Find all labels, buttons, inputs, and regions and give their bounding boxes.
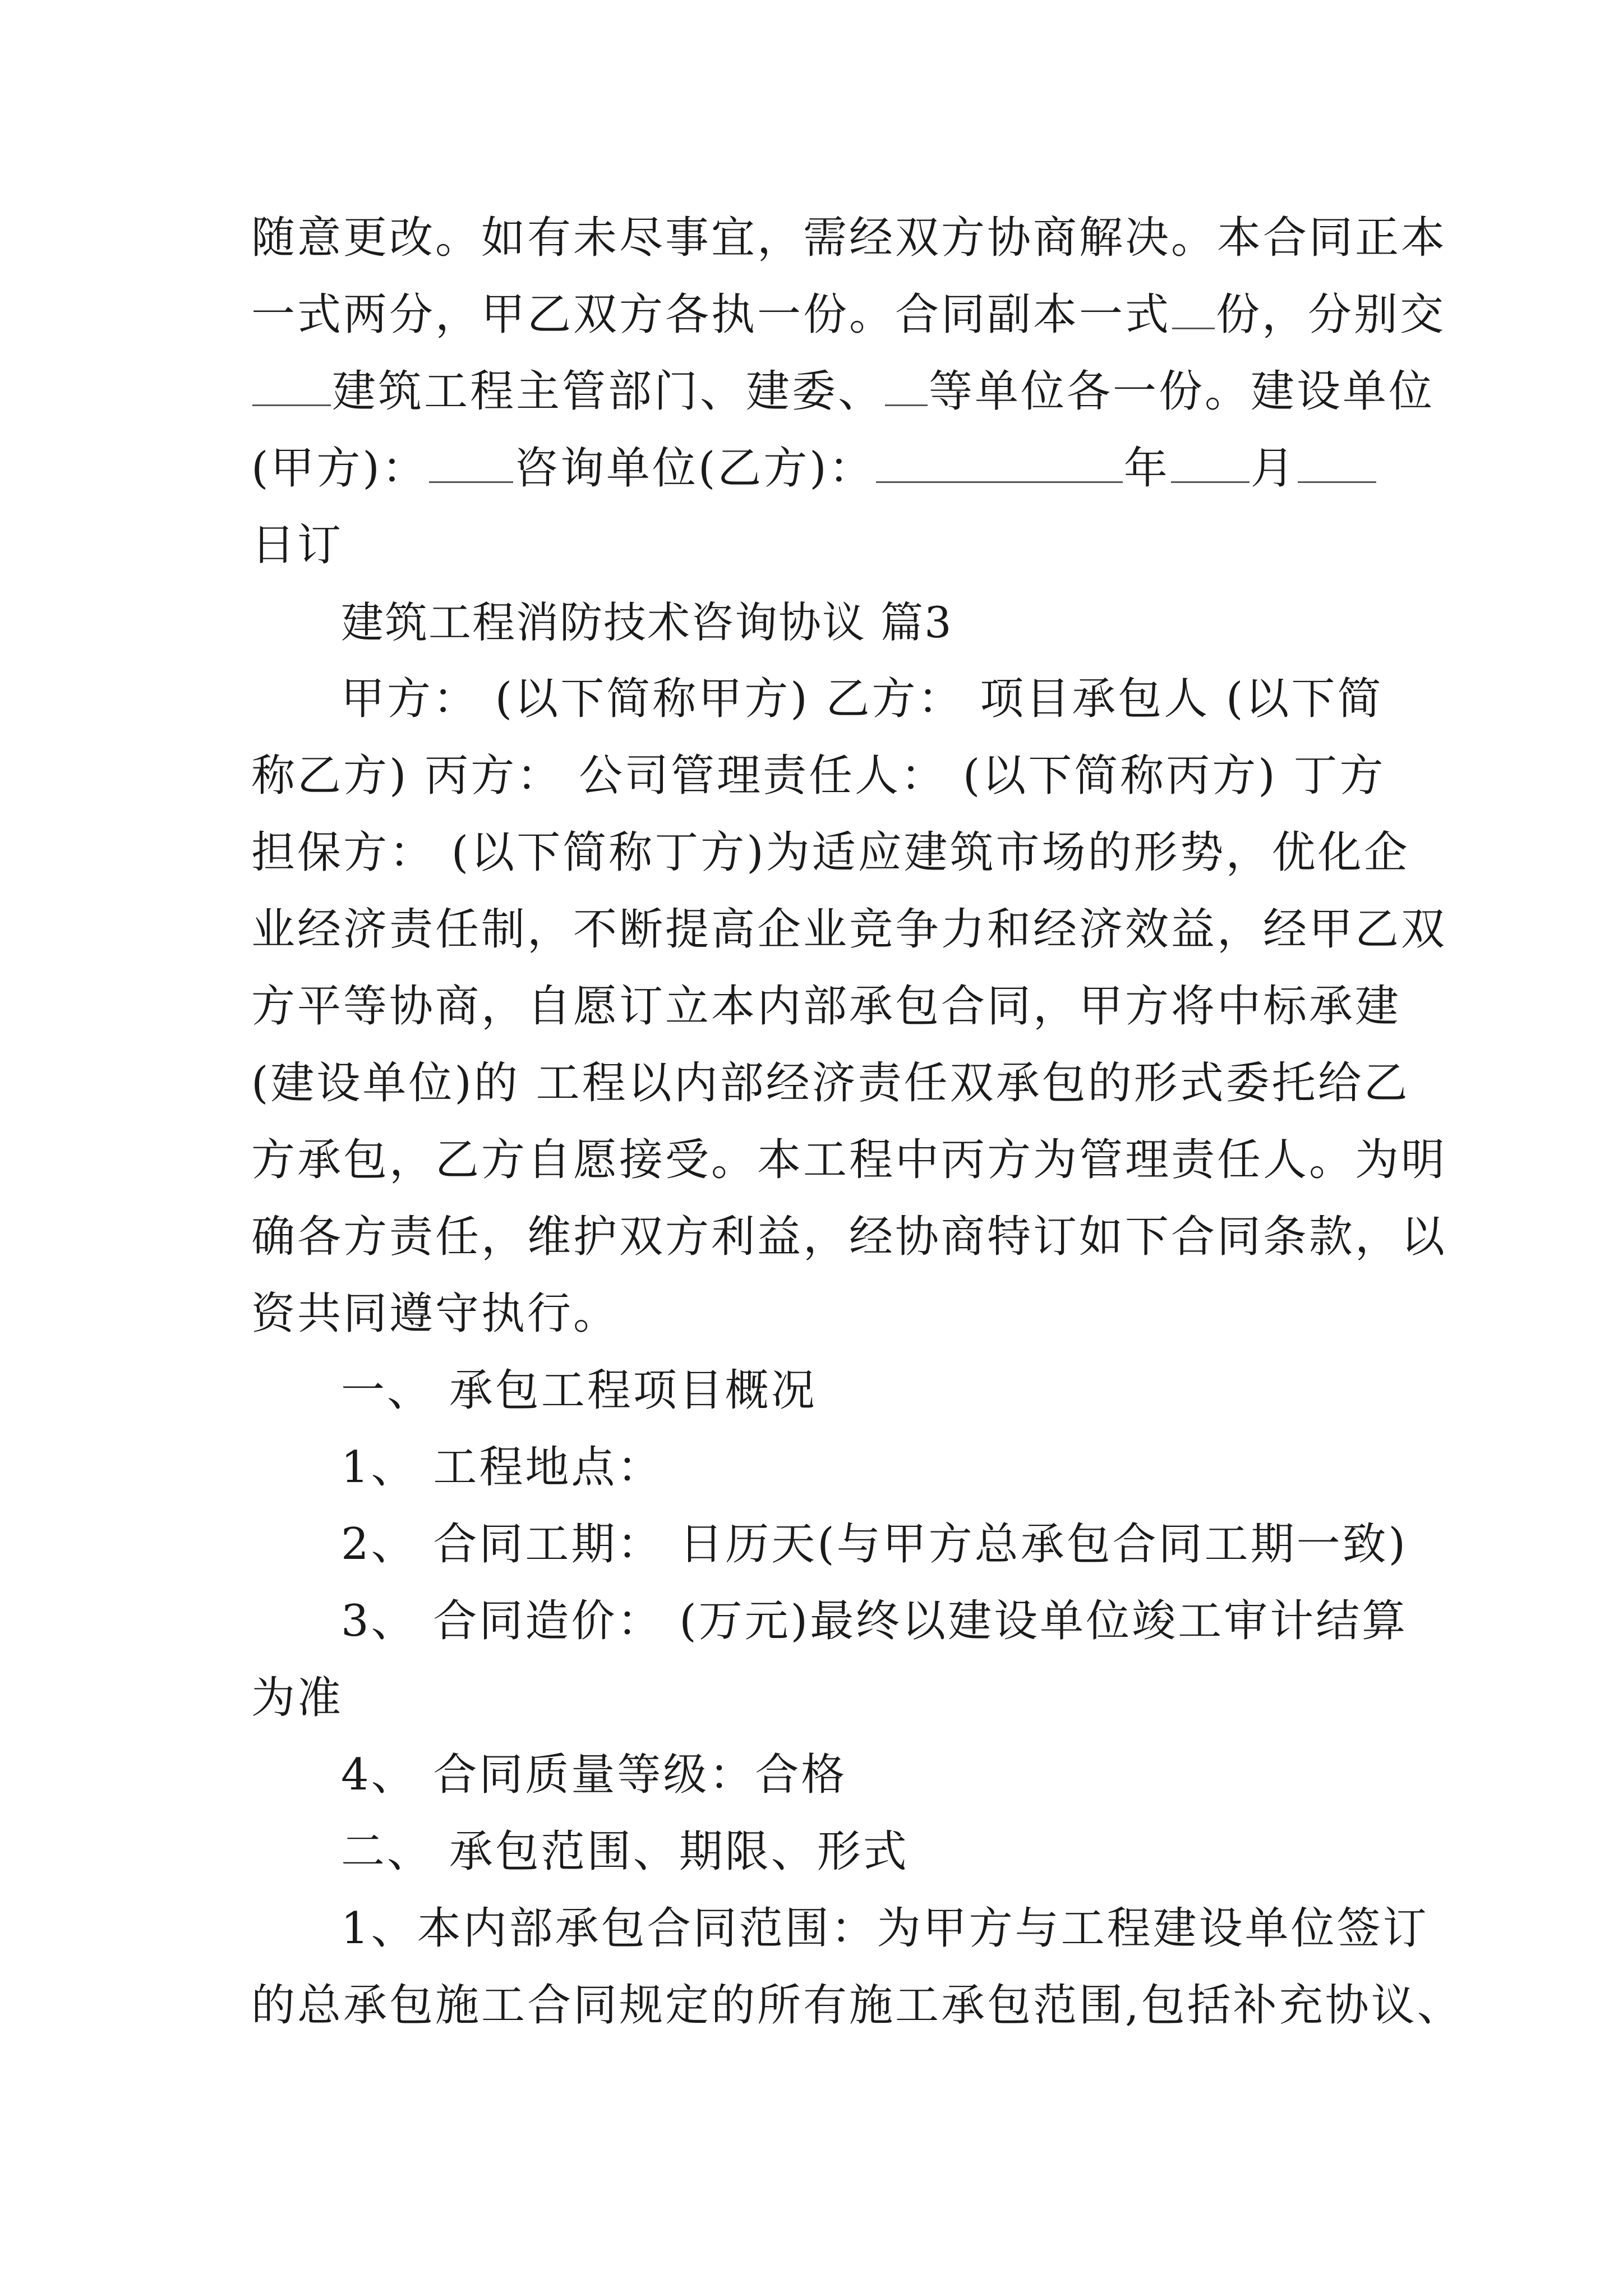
paragraph-line <box>251 1122 1447 1199</box>
fill-blank <box>876 439 1123 483</box>
text: 方承包，乙方自愿接受。本工程中丙方为管理责任人。为明 <box>251 1135 1447 1185</box>
text: (甲方)： <box>251 443 428 494</box>
text: 的总承包施工合同规定的所有施工承包范围,包括补充协议、 <box>251 1980 1463 2031</box>
paragraph-line <box>251 1967 1463 2044</box>
paragraph-line <box>251 661 1390 738</box>
text: 咨询单位(乙方)： <box>514 443 875 494</box>
section-heading <box>251 1352 1390 1429</box>
section-heading <box>251 1814 1390 1890</box>
paragraph-line <box>251 1199 1447 1276</box>
list-item <box>251 1506 1408 1583</box>
list-item <box>251 1583 1408 1660</box>
paragraph-line <box>251 738 1390 815</box>
text: 1、 工程地点： <box>341 1442 663 1493</box>
fill-blank <box>1171 439 1249 483</box>
list-item <box>251 1429 1390 1506</box>
text-line <box>251 200 1447 277</box>
paragraph-line <box>251 1890 1429 1967</box>
fill-blank <box>1172 285 1215 329</box>
text: 建筑工程主管部门、建委、 <box>332 366 884 417</box>
text: 1、本内部承包合同范围：为甲方与工程建设单位签订 <box>341 1903 1429 1954</box>
fill-blank <box>885 362 928 406</box>
text: 甲方： (以下简称甲方) 乙方： 项目承包人 (以下简 <box>341 674 1384 724</box>
text: 业经济责任制，不断提高企业竞争力和经济效益，经甲乙双 <box>251 904 1447 955</box>
text: 建筑工程消防技术咨询协议 篇3 <box>341 597 953 647</box>
text: 资共同遵守执行。 <box>251 1289 620 1339</box>
paragraph-line <box>251 815 1410 891</box>
text-line <box>251 277 1446 353</box>
fill-blank <box>429 439 513 483</box>
paragraph-line <box>251 891 1447 968</box>
fill-blank <box>252 362 331 406</box>
text-line <box>251 430 1390 507</box>
list-item <box>251 1737 1390 1814</box>
document-body <box>251 200 1463 2044</box>
text: 担保方： (以下简称丁方)为适应建筑市场的形势，优化企 <box>251 827 1410 878</box>
paragraph-line <box>251 1276 1390 1352</box>
text: 月 <box>1250 443 1297 494</box>
text: 一、 承包工程项目概况 <box>341 1365 817 1416</box>
text: 等单位各一份。建设单位 <box>929 366 1435 417</box>
text: 3、 合同造价： (万元)最终以建设单位竣工审计结算 <box>341 1596 1408 1646</box>
list-item-continuation <box>251 1660 1390 1737</box>
text-line <box>251 353 1435 430</box>
paragraph-line <box>251 968 1401 1045</box>
paragraph-line <box>251 1045 1410 1122</box>
text: 称乙方) 丙方： 公司管理责任人： (以下简称丙方) 丁方 <box>251 751 1386 801</box>
text-line <box>251 507 1390 584</box>
text: 日订 <box>251 520 344 570</box>
text: 随意更改。如有未尽事宜，需经双方协商解决。本合同正本 <box>251 213 1447 263</box>
text: (建设单位)的 工程以内部经济责任双承包的形式委托给乙 <box>251 1058 1410 1108</box>
text: 年 <box>1123 443 1170 494</box>
fill-blank <box>1298 439 1376 483</box>
text: 份，分别交 <box>1216 289 1446 340</box>
section-title <box>251 584 1390 661</box>
text: 为准 <box>251 1673 344 1723</box>
text: 2、 合同工期： 日历天(与甲方总承包合同工期一致) <box>341 1519 1408 1570</box>
text: 一式两分，甲乙双方各执一份。合同副本一式 <box>251 289 1172 340</box>
text: 确各方责任，维护双方利益，经协商特订如下合同条款，以 <box>251 1212 1447 1262</box>
text: 4、 合同质量等级：合格 <box>341 1750 847 1800</box>
text: 方平等协商，自愿订立本内部承包合同，甲方将中标承建 <box>251 981 1401 1032</box>
text: 二、 承包范围、期限、形式 <box>341 1826 909 1877</box>
